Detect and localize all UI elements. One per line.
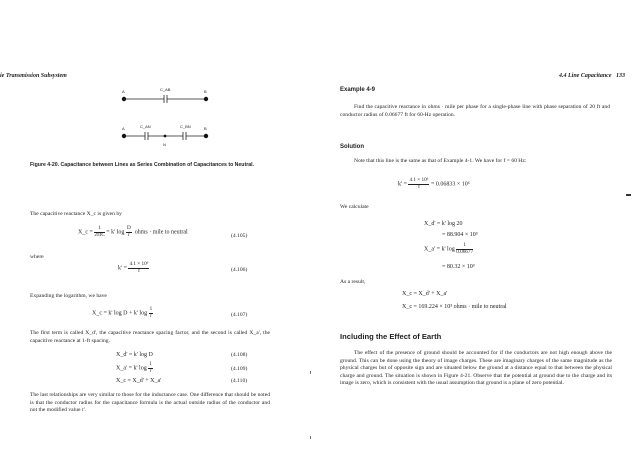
node-b-top-label: B: [204, 89, 207, 94]
solution-title: Solution: [340, 144, 364, 150]
eq-number-4-110: (4.110): [231, 378, 248, 384]
figure-caption: Figure 4-20. Capacitance between Lines as Series Combination of Capacitances to Neutral.: [30, 162, 254, 168]
frac-numerator: 4.1 × 10⁶: [409, 177, 429, 183]
eq-middle: = k' log: [106, 229, 125, 236]
eq-lhs: X_c =: [78, 229, 93, 236]
node-a-top-label: A: [122, 89, 125, 94]
figure-4-20: [100, 84, 240, 154]
result-line-2: X_c = 169.224 × 10³ ohms · mile to neutral: [402, 304, 507, 310]
equation-4-108: X_d' = k' log D: [116, 352, 153, 358]
neutral-label: N: [163, 142, 166, 147]
eq-number-4-107: (4.107): [231, 312, 248, 318]
section-paragraph: The effect of the presence of ground should be accounted for if the conductors are not high enough above the ground. This can be done using the theory of image charges. These are imaginary charges of the same magnitude as the physical charges but of opposite sign and are situated below the ground at a distance equal to that between the physical charge and ground. The situation is shown in Figure 4-21. Observe that the potential at ground due to the charge and its image is zero, which is consistent with the usual assumption that ground is a plane of zero potential.: [340, 350, 612, 387]
frac-numerator: 4.1 × 10⁶: [129, 261, 149, 267]
eq-number-4-108: (4.108): [231, 352, 248, 358]
calc-line-3: [424, 243, 473, 255]
frac-denominator: 2πfC: [94, 231, 105, 238]
node-b-bottom: [204, 134, 208, 138]
eq-lhs: X_c = k' log D + k' log: [92, 310, 148, 317]
node-b-top: [204, 97, 208, 101]
left-paragraph-3: The first term is called X_d', the capacitive reactance spacing factor, and the second is called X_a', the capacitive reactance at 1-ft spacing.: [30, 330, 270, 344]
frac-numerator: 1: [149, 306, 153, 312]
section-heading: Including the Effect of Earth: [340, 332, 442, 341]
left-paragraph-2: Expanding the logarithm, we have: [30, 293, 107, 299]
where-label: where: [30, 254, 44, 260]
frac-denominator: f: [418, 183, 420, 190]
frac-denominator: r: [150, 312, 152, 319]
eq-number-4-105: (4.105): [231, 233, 248, 239]
cap-ab-label: C_AB: [160, 87, 171, 92]
equation-4-105: [78, 226, 188, 238]
right-running-header: [515, 73, 625, 81]
frac-numerator: 1: [149, 361, 152, 367]
equation-4-109: [116, 362, 153, 374]
edge-mark: [626, 194, 631, 196]
frac-denominator: r: [127, 231, 130, 238]
equation-4-107: [92, 307, 153, 319]
cap-an-label: C_AN: [140, 124, 151, 129]
eq-lhs: k' =: [118, 265, 127, 272]
eq-units: ohms · mile to neutral: [134, 229, 188, 236]
left-running-header: ie Transmission Subsystem: [0, 73, 67, 79]
calc-line-4: = 80.32 × 10³: [442, 264, 475, 270]
left-paragraph-4: The last relationships are very similar to those for the inductance case. One difference that should be noted is that the conductor radius for the capacitance formula is the actual outside radius of the conductor and not the modified value r'.: [30, 392, 270, 414]
we-calculate: We calculate: [340, 204, 369, 210]
calc-line-2: = 88.904 × 10³: [442, 232, 478, 238]
equation-4-106: [118, 262, 149, 274]
eq-number-4-106: (4.106): [231, 267, 248, 273]
frac-denominator: f: [138, 267, 140, 274]
eq-lhs: X_a' = k' log: [116, 365, 147, 372]
solution-text: Note that this line is the same as that of Example 4-1. We have for f = 60 Hz:: [354, 158, 527, 164]
eq-lhs: k' =: [398, 181, 407, 188]
margin-mark: [310, 371, 311, 374]
margin-mark: [310, 436, 311, 439]
node-b-bottom-label: B: [204, 126, 207, 131]
example-title: Example 4-9: [340, 87, 376, 93]
frac-denominator: 0.06677: [456, 248, 474, 255]
cap-bn-label: C_BN: [180, 124, 191, 129]
equation-4-110: X_c = X_d' + X_a': [116, 378, 162, 384]
eq-rhs: = 0.06833 × 10⁶: [430, 181, 470, 188]
frac-denominator: r: [149, 367, 152, 374]
neutral-node: [164, 135, 167, 138]
left-paragraph-1: The capacitive reactance X_c is given by: [30, 211, 122, 217]
eq-number-4-109: (4.109): [231, 366, 248, 372]
node-a-bottom-label: A: [122, 126, 125, 131]
result-line-1: X_c = X_d' + X_a': [402, 291, 448, 297]
equation-k-prime: [398, 178, 470, 190]
as-a-result: As a result,: [340, 279, 366, 285]
frac-numerator: 1: [94, 226, 104, 233]
frac-numerator: 1: [456, 243, 473, 250]
page-number: 133: [616, 73, 625, 79]
eq-lhs: X_a' = k' log: [424, 246, 455, 253]
calc-line-1: X_d' = k' log 20: [424, 221, 463, 227]
section-label: 4.4 Line Capacitance: [559, 73, 612, 79]
example-text: Find the capacitive reactance in ohms · mile per phase for a single-phase line with phase separation of 20 ft and conductor radius of 0.06677 ft for 60-Hz operation.: [340, 104, 610, 118]
frac-numerator: D: [126, 225, 131, 231]
